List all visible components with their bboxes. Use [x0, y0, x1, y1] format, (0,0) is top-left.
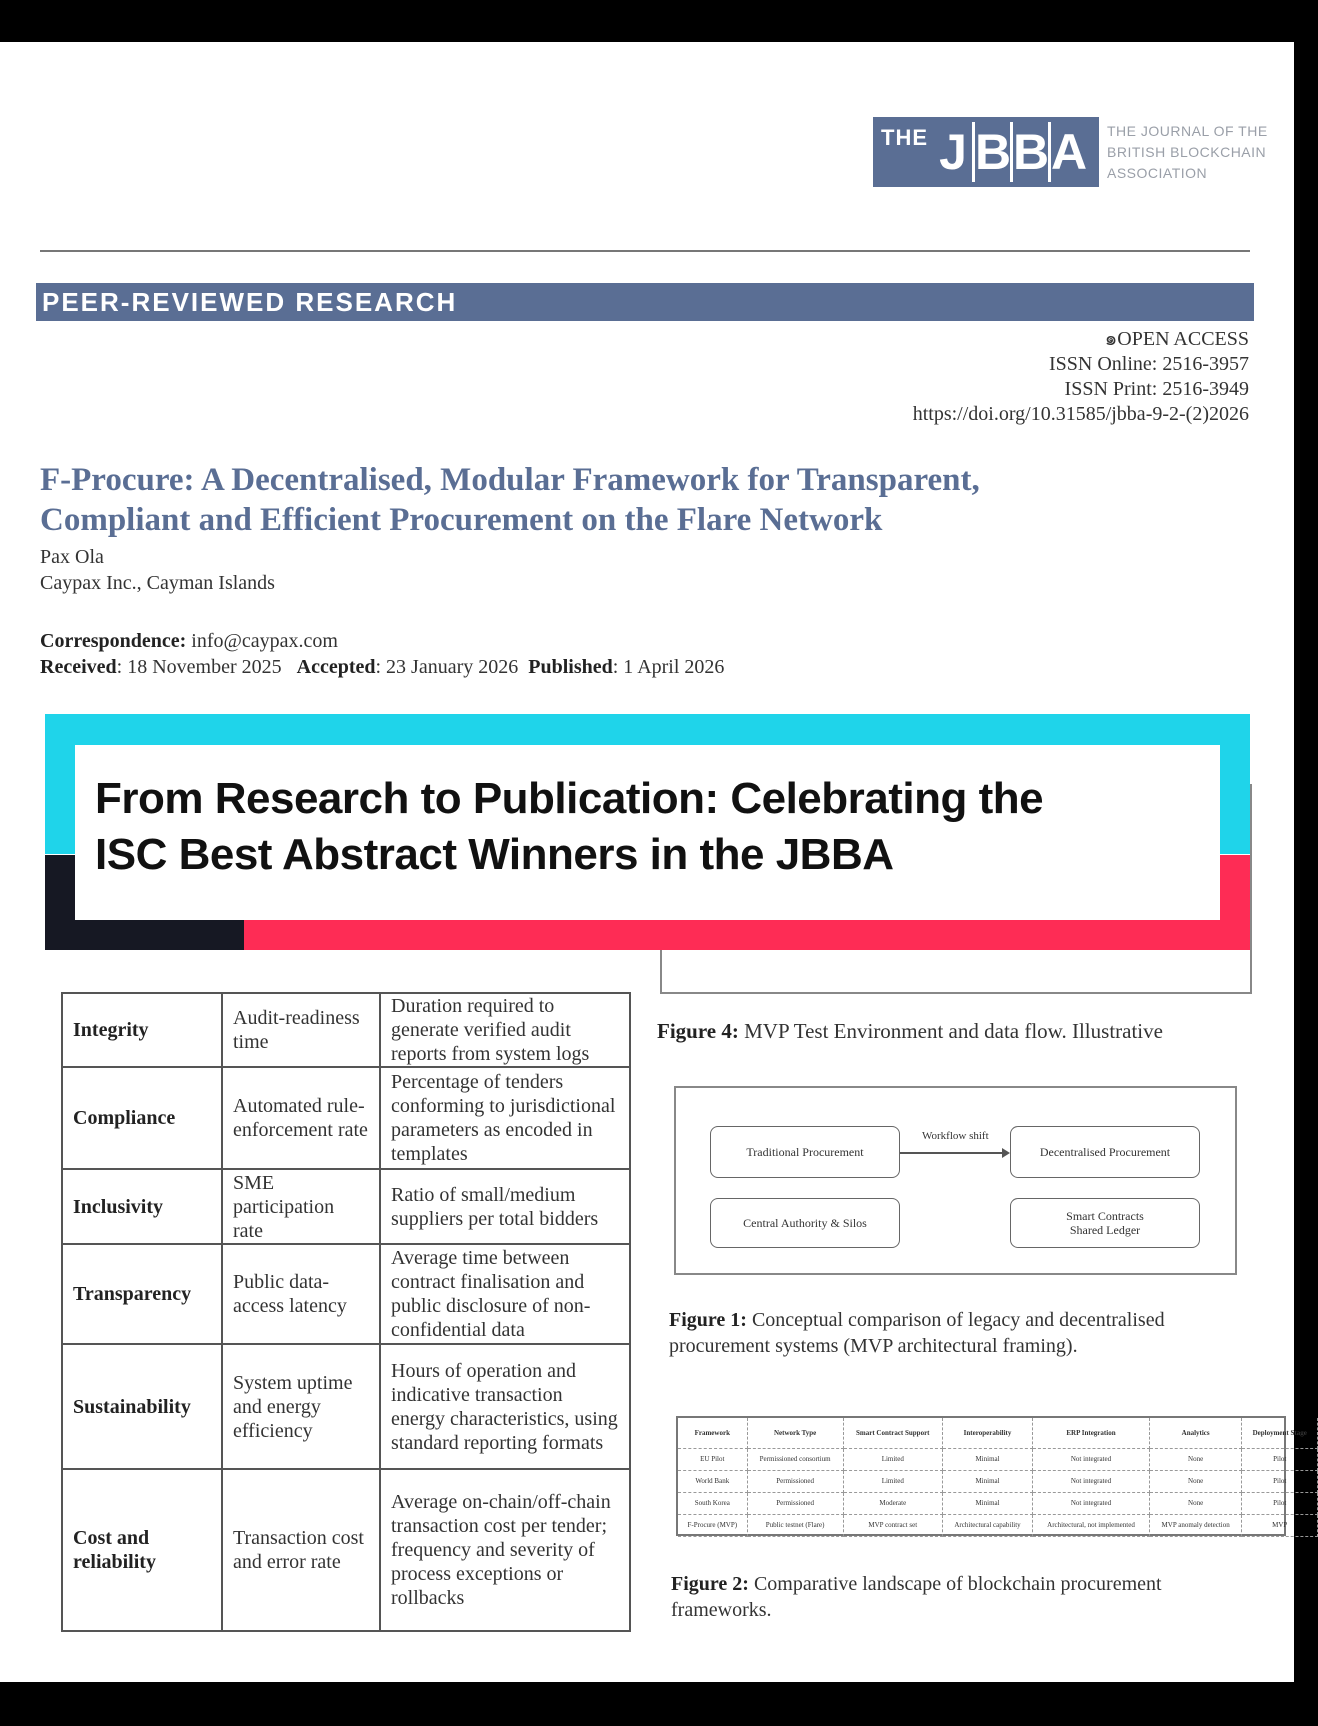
- header-cell: Smart Contract Support: [843, 1418, 942, 1448]
- paper-page: [0, 42, 1307, 1682]
- table-row: [62, 1344, 630, 1469]
- dimension-cell: Compliance: [62, 1067, 222, 1169]
- table-row: [62, 1067, 630, 1169]
- definition-cell: Average on-chain/off-chain transaction cost per tender; frequency and severity of process exceptions or rollbacks: [380, 1469, 630, 1631]
- dimension-cell: Inclusivity: [62, 1169, 222, 1244]
- published-label: Published: [528, 656, 613, 678]
- issn-online: ISSN Online: 2516-3957: [1049, 353, 1249, 375]
- published-date: : 1 April 2026: [612, 656, 725, 678]
- shared-ledger-label: Shared Ledger: [1069, 1223, 1141, 1237]
- definition-cell: Average time between contract finalisation and public disclosure of non-confidential data: [380, 1244, 630, 1344]
- table-header-row: [678, 1418, 1318, 1448]
- table-cell: Minimal: [942, 1492, 1032, 1514]
- definition-cell: Duration required to generate verified audit reports from system logs: [380, 993, 630, 1067]
- caption-text: Comparative landscape of blockchain procurement frameworks.: [671, 1573, 1162, 1621]
- metric-cell: Transaction cost and error rate: [222, 1469, 380, 1631]
- correspondence-line: [40, 628, 724, 654]
- caption-text: Conceptual comparison of legacy and decentralised procurement systems (MVP architectural framing).: [669, 1309, 1165, 1357]
- header-cell: Analytics: [1149, 1418, 1242, 1448]
- workflow-arrow: [900, 1152, 1003, 1154]
- table-cell: None: [1149, 1492, 1242, 1514]
- figure1-caption: [669, 1307, 1239, 1359]
- definition-cell: Hours of operation and indicative transaction energy characteristics, using standard reporting formats: [380, 1344, 630, 1469]
- author-name: Pax Ola: [40, 546, 104, 568]
- table-cell: Not integrated: [1033, 1492, 1150, 1514]
- table-cell: Pilot: [1242, 1492, 1318, 1514]
- title-line: Compliant and Efficient Procurement on the Flare Network: [40, 502, 883, 538]
- table-cell: MVP contract set: [843, 1514, 942, 1536]
- metric-cell: SME participation rate: [222, 1169, 380, 1244]
- table-cell: Minimal: [942, 1470, 1032, 1492]
- table-row: [62, 1469, 630, 1631]
- caption-label: Figure 1:: [669, 1309, 747, 1331]
- table-row: [62, 993, 630, 1067]
- article-meta: [913, 327, 1249, 427]
- dimension-cell: Cost and reliability: [62, 1469, 222, 1631]
- table-cell: MVP: [1242, 1514, 1318, 1536]
- table-row: [62, 1169, 630, 1244]
- table-row: [678, 1514, 1318, 1536]
- comparison-table: [678, 1418, 1318, 1537]
- figure4-caption: [657, 1019, 1163, 1044]
- figure2-table-image: [676, 1416, 1307, 1536]
- figure2-caption: [671, 1571, 1251, 1623]
- logo-the: THE: [881, 125, 928, 150]
- table-cell: MVP anomaly detection: [1149, 1514, 1242, 1536]
- jbba-logo: [873, 117, 1268, 187]
- dimension-cell: Integrity: [62, 993, 222, 1067]
- tagline-line: THE JOURNAL OF THE: [1107, 122, 1268, 139]
- accepted-label: Accepted: [296, 656, 376, 678]
- definition-cell: Ratio of small/medium suppliers per total bidders: [380, 1169, 630, 1244]
- figure1-diagram: [674, 1086, 1237, 1275]
- author-block: [40, 544, 275, 596]
- table-cell: Pilot: [1242, 1448, 1318, 1470]
- caption-label: Figure 4:: [657, 1019, 739, 1043]
- table-row: [678, 1470, 1318, 1492]
- logo-letter: A: [1048, 122, 1086, 182]
- table-cell: Limited: [843, 1448, 942, 1470]
- open-access-label: ๑OPEN ACCESS: [1104, 328, 1249, 350]
- metric-cell: System uptime and energy efficiency: [222, 1344, 380, 1469]
- table-cell: Architectural capability: [942, 1514, 1032, 1536]
- received-date: : 18 November 2025: [116, 656, 282, 678]
- arrow-label: Workflow shift: [922, 1130, 989, 1142]
- table-cell: None: [1149, 1470, 1242, 1492]
- headline-line: From Research to Publication: Celebrating the: [95, 774, 1044, 823]
- table-cell: F-Procure (MVP): [678, 1514, 747, 1536]
- header-cell: Network Type: [747, 1418, 843, 1448]
- metric-cell: Public data-access latency: [222, 1244, 380, 1344]
- table-cell: Minimal: [942, 1448, 1032, 1470]
- table-cell: World Bank: [678, 1470, 747, 1492]
- table-cell: Pilot: [1242, 1470, 1318, 1492]
- decentralised-procurement-box: Decentralised Procurement: [1010, 1126, 1200, 1178]
- author-affiliation: Caypax Inc., Cayman Islands: [40, 572, 275, 594]
- logo-mark: [873, 117, 1099, 187]
- table-cell: Not integrated: [1033, 1448, 1150, 1470]
- smart-contracts-label: Smart Contracts: [1066, 1209, 1144, 1223]
- section-band: PEER-REVIEWED RESEARCH: [36, 283, 1254, 321]
- title-line: F-Procure: A Decentralised, Modular Framework for Transparent,: [40, 462, 980, 498]
- header-rule: [40, 250, 1250, 252]
- smart-contracts-box: [1010, 1198, 1200, 1248]
- tagline-line: ASSOCIATION: [1107, 164, 1208, 181]
- logo-tagline: [1107, 121, 1268, 184]
- table-cell: Permissioned: [747, 1492, 843, 1514]
- metrics-table: [61, 992, 631, 1632]
- correspondence-block: [40, 628, 724, 680]
- logo-letter: B: [972, 122, 1010, 182]
- table-cell: Architectural, not implemented: [1033, 1514, 1150, 1536]
- table-cell: EU Pilot: [678, 1448, 747, 1470]
- logo-letter: B: [1010, 122, 1048, 182]
- table-cell: Moderate: [843, 1492, 942, 1514]
- issn-print: ISSN Print: 2516-3949: [1064, 378, 1249, 400]
- correspondence-email[interactable]: info@caypax.com: [186, 630, 338, 652]
- arrow-head: [1002, 1148, 1010, 1158]
- metric-cell: Audit-readiness time: [222, 993, 380, 1067]
- table-row: [678, 1492, 1318, 1514]
- correspondence-label: Correspondence:: [40, 630, 187, 652]
- table-cell: Public testnet (Flare): [747, 1514, 843, 1536]
- header-cell: Framework: [678, 1418, 747, 1448]
- caption-text: MVP Test Environment and data flow. Illustrative: [738, 1019, 1163, 1043]
- table-cell: Limited: [843, 1470, 942, 1492]
- tagline-line: BRITISH BLOCKCHAIN: [1107, 143, 1267, 160]
- dimension-cell: Sustainability: [62, 1344, 222, 1469]
- central-authority-box: Central Authority & Silos: [710, 1198, 900, 1248]
- table-cell: Permissioned consortium: [747, 1448, 843, 1470]
- table-row: [62, 1244, 630, 1344]
- table-cell: Permissioned: [747, 1470, 843, 1492]
- table-cell: Not integrated: [1033, 1470, 1150, 1492]
- received-label: Received: [40, 656, 117, 678]
- header-cell: Deployment Stage: [1242, 1418, 1318, 1448]
- caption-label: Figure 2:: [671, 1573, 749, 1595]
- table-row: [678, 1448, 1318, 1470]
- logo-letter: J: [939, 124, 967, 180]
- table-cell: South Korea: [678, 1492, 747, 1514]
- accepted-date: : 23 January 2026: [375, 656, 519, 678]
- traditional-procurement-box: Traditional Procurement: [710, 1126, 900, 1178]
- table-cell: None: [1149, 1448, 1242, 1470]
- overlay-headline-card: [75, 745, 1220, 920]
- metric-cell: Automated rule-enforcement rate: [222, 1067, 380, 1169]
- definition-cell: Percentage of tenders conforming to jurisdictional parameters as encoded in templates: [380, 1067, 630, 1169]
- doi-link[interactable]: https://doi.org/10.31585/jbba-9-2-(2)2026: [912, 403, 1249, 425]
- dimension-cell: Transparency: [62, 1244, 222, 1344]
- headline-line: ISC Best Abstract Winners in the JBBA: [95, 830, 894, 879]
- dates-line: [40, 654, 724, 680]
- header-cell: Interoperability: [942, 1418, 1032, 1448]
- paper-title: [40, 460, 1240, 540]
- header-cell: ERP Integration: [1033, 1418, 1150, 1448]
